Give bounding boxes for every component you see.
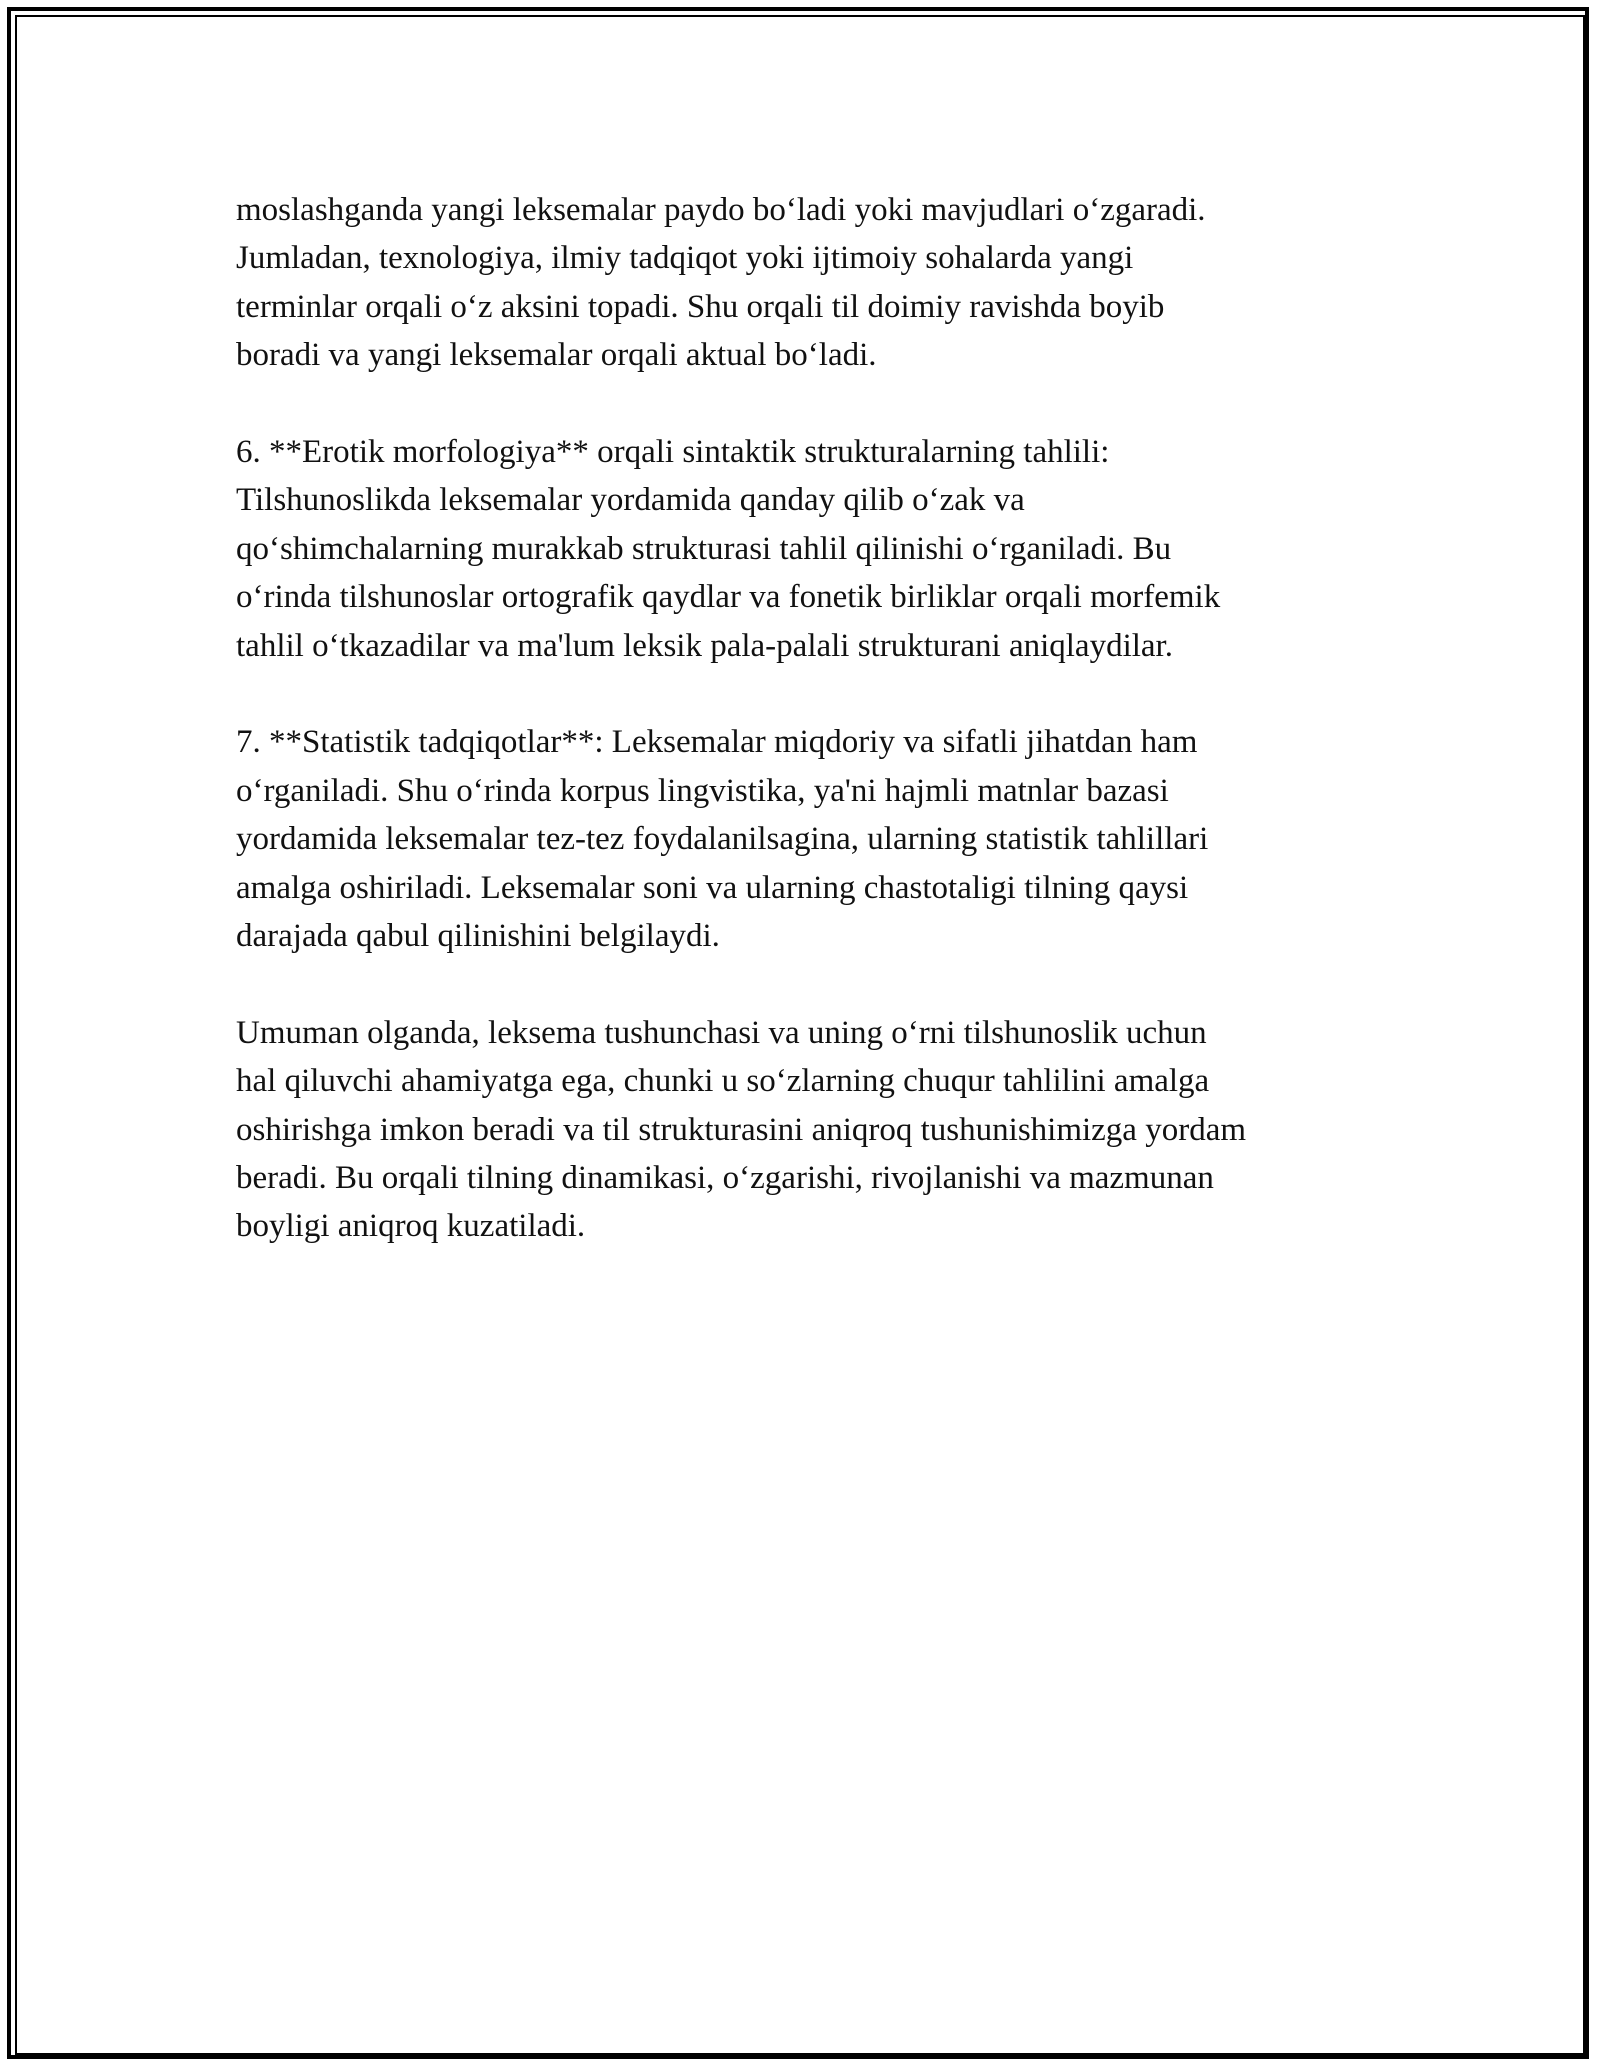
text-line: Tilshunoslikda leksemalar yordamida qanday qilib o‘zak va (236, 482, 1025, 519)
text-line: tahlil o‘tkazadilar va ma'lum leksik pala-palali strukturani aniqlaydilar. (236, 627, 1173, 664)
text-line: amalga oshiriladi. Leksemalar soni va ularning chastotaligi tilning qaysi (236, 869, 1189, 906)
paragraph-conclusion (236, 1009, 1396, 1251)
text-line: o‘rganiladi. Shu o‘rinda korpus lingvistika, ya'ni hajmli matnlar bazasi (236, 772, 1169, 809)
paragraph-continuation (236, 186, 1396, 380)
text-line: Jumladan, texnologiya, ilmiy tadqiqot yoki ijtimoiy sohalarda yangi (236, 240, 1134, 277)
text-line: beradi. Bu orqali tilning dinamikasi, o‘zgarishi, rivojlanishi va mazmunan (236, 1160, 1214, 1197)
text-line: boyligi aniqroq kuzatiladi. (236, 1208, 586, 1245)
text-line: 7. **Statistik tadqiqotlar**: Leksemalar miqdoriy va sifatli jihatdan ham (236, 724, 1198, 761)
text-line: hal qiluvchi ahamiyatga ega, chunki u so‘zlarning chuqur tahlilini amalga (236, 1063, 1210, 1100)
text-line: terminlar orqali o‘z aksini topadi. Shu orqali til doimiy ravishda boyib (236, 288, 1165, 325)
text-line: 6. **Erotik morfologiya** orqali sintaktik strukturalarning tahlili: (236, 434, 1110, 471)
text-line: oshirishga imkon beradi va til strukturasini aniqroq tushunishimizga yordam (236, 1111, 1247, 1148)
text-line: Umuman olganda, leksema tushunchasi va uning o‘rni tilshunoslik uchun (236, 1014, 1207, 1051)
text-line: boradi va yangi leksemalar orqali aktual bo‘ladi. (236, 337, 877, 374)
text-line: yordamida leksemalar tez-tez foydalanilsagina, ularning statistik tahlillari (236, 821, 1209, 858)
paragraph-item-6 (236, 428, 1396, 670)
text-line: qo‘shimchalarning murakkab strukturasi tahlil qilinishi o‘rganiladi. Bu (236, 530, 1172, 567)
document-body (236, 186, 1396, 1251)
text-line: o‘rinda tilshunoslar ortografik qaydlar va fonetik birliklar orqali morfemik (236, 579, 1221, 616)
paragraph-item-7 (236, 718, 1396, 960)
text-line: moslashganda yangi leksemalar paydo bo‘ladi yoki mavjudlari o‘zgaradi. (236, 192, 1206, 228)
text-line: darajada qabul qilinishini belgilaydi. (236, 918, 720, 955)
